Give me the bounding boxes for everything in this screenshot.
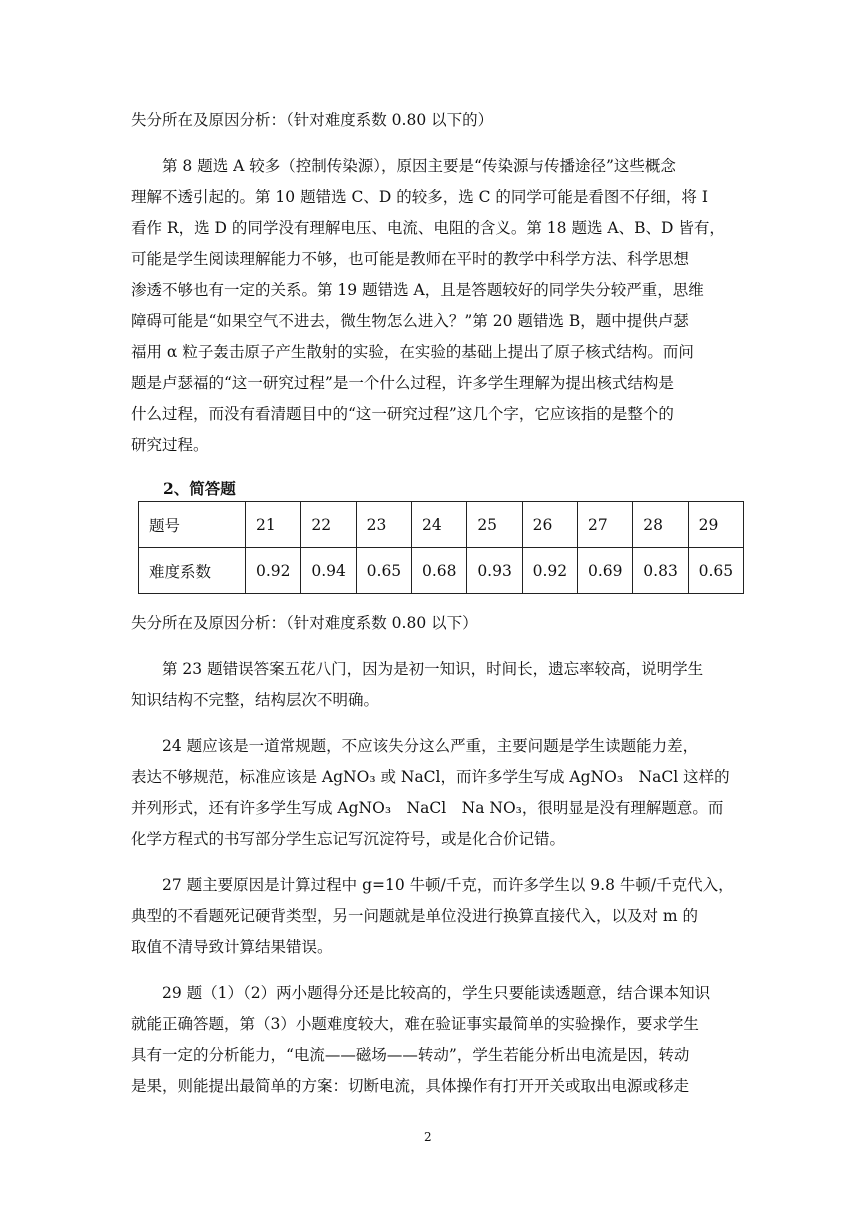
table-header-cell: 难度系数 bbox=[139, 548, 246, 594]
paragraph-line: 24 题应该是一道常规题，不应该失分这么严重，主要问题是学生读题能力差， bbox=[131, 737, 699, 755]
analysis-title-1: 失分所在及原因分析：（针对难度系数 0.80 以下的） bbox=[131, 111, 494, 129]
paragraph-line: 理解不透引起的。第 10 题错选 C、D 的较多，选 C 的同学可能是看图不仔细，将 I bbox=[131, 188, 708, 206]
table-cell: 0.93 bbox=[467, 548, 522, 594]
paragraph-line: 取值不清导致计算结果错误。 bbox=[131, 938, 333, 956]
paragraph-line: 化学方程式的书写部分学生忘记写沉淀符号，或是化合价记错。 bbox=[131, 830, 566, 848]
table-cell: 0.69 bbox=[577, 548, 632, 594]
paragraph-line: 27 题主要原因是计算过程中 g=10 牛顿/千克，而许多学生以 9.8 牛顿/千克代入， bbox=[131, 876, 734, 894]
table-cell: 0.65 bbox=[688, 548, 743, 594]
paragraph-line: 具有一定的分析能力，“电流——磁场——转动”，学生若能分析出电流是因，转动 bbox=[131, 1046, 690, 1064]
table-cell: 23 bbox=[356, 502, 411, 548]
paragraph-line: 第 8 题选 A 较多（控制传染源），原因主要是“传染源与传播途径”这些概念 bbox=[131, 157, 676, 175]
table-cell: 0.92 bbox=[246, 548, 301, 594]
analysis-title-2: 失分所在及原因分析：（针对难度系数 0.80 以下） bbox=[131, 614, 478, 632]
paragraph-line: 是果，则能提出最简单的方案：切断电流，具体操作有打开开关或取出电源或移走 bbox=[131, 1077, 690, 1095]
paragraph-line: 看作 R，选 D 的同学没有理解电压、电流、电阻的含义。第 18 题选 A、B、D 皆有， bbox=[131, 219, 725, 237]
paragraph-line: 研究过程。 bbox=[131, 436, 209, 454]
paragraph-line: 29 题（1）（2）两小题得分还是比较高的，学生只要能读透题意，结合课本知识 bbox=[131, 984, 711, 1002]
paragraph-line: 可能是学生阅读理解能力不够，也可能是教师在平时的教学中科学方法、科学思想 bbox=[131, 250, 690, 268]
paragraph-line: 什么过程，而没有看清题目中的“这一研究过程”这几个字，它应该指的是整个的 bbox=[131, 405, 674, 423]
paragraph-line: 典型的不看题死记硬背类型，另一问题就是单位没进行换算直接代入，以及对 m 的 bbox=[131, 907, 699, 925]
table-cell: 0.83 bbox=[633, 548, 688, 594]
paragraph-line: 并列形式，还有许多学生写成 AgNO₃ NaCl Na NO₃，很明显是没有理解题意。而 bbox=[131, 799, 724, 817]
table-cell: 21 bbox=[246, 502, 301, 548]
paragraph-line: 知识结构不完整，结构层次不明确。 bbox=[131, 691, 380, 709]
table-cell: 22 bbox=[301, 502, 356, 548]
paragraph-line: 表达不够规范，标准应该是 AgNO₃ 或 NaCl，而许多学生写成 AgNO₃ NaCl 这样的 bbox=[131, 768, 730, 786]
paragraph-line: 题是卢瑟福的“这一研究过程”是一个什么过程，许多学生理解为提出核式结构是 bbox=[131, 374, 674, 392]
paragraph-line: 障碍可能是“如果空气不进去，微生物怎么进入？”第 20 题错选 B，题中提供卢瑟 bbox=[131, 312, 689, 330]
section-heading: 2、简答题 bbox=[163, 479, 236, 498]
table-header-cell: 题号 bbox=[139, 502, 246, 548]
table-cell: 26 bbox=[522, 502, 577, 548]
paragraph-line: 就能正确答题，第（3）小题难度较大，难在验证事实最简单的实验操作，要求学生 bbox=[131, 1015, 699, 1033]
paragraph-line: 福用 α 粒子轰击原子产生散射的实验，在实验的基础上提出了原子核式结构。而问 bbox=[131, 343, 694, 361]
table-cell: 0.68 bbox=[411, 548, 466, 594]
paragraph-line: 第 23 题错误答案五花八门，因为是初一知识，时间长，遗忘率较高，说明学生 bbox=[131, 660, 704, 678]
difficulty-table bbox=[138, 501, 744, 594]
table-cell: 29 bbox=[688, 502, 743, 548]
table-cell: 0.94 bbox=[301, 548, 356, 594]
table-row bbox=[139, 502, 744, 548]
table-cell: 0.92 bbox=[522, 548, 577, 594]
table-cell: 27 bbox=[577, 502, 632, 548]
table-cell: 0.65 bbox=[356, 548, 411, 594]
page-number: 2 bbox=[424, 1130, 432, 1144]
table-cell: 24 bbox=[411, 502, 466, 548]
table-row bbox=[139, 548, 744, 594]
table-cell: 25 bbox=[467, 502, 522, 548]
paragraph-line: 渗透不够也有一定的关系。第 19 题错选 A，且是答题较好的同学失分较严重，思维 bbox=[131, 281, 704, 299]
table-cell: 28 bbox=[633, 502, 688, 548]
